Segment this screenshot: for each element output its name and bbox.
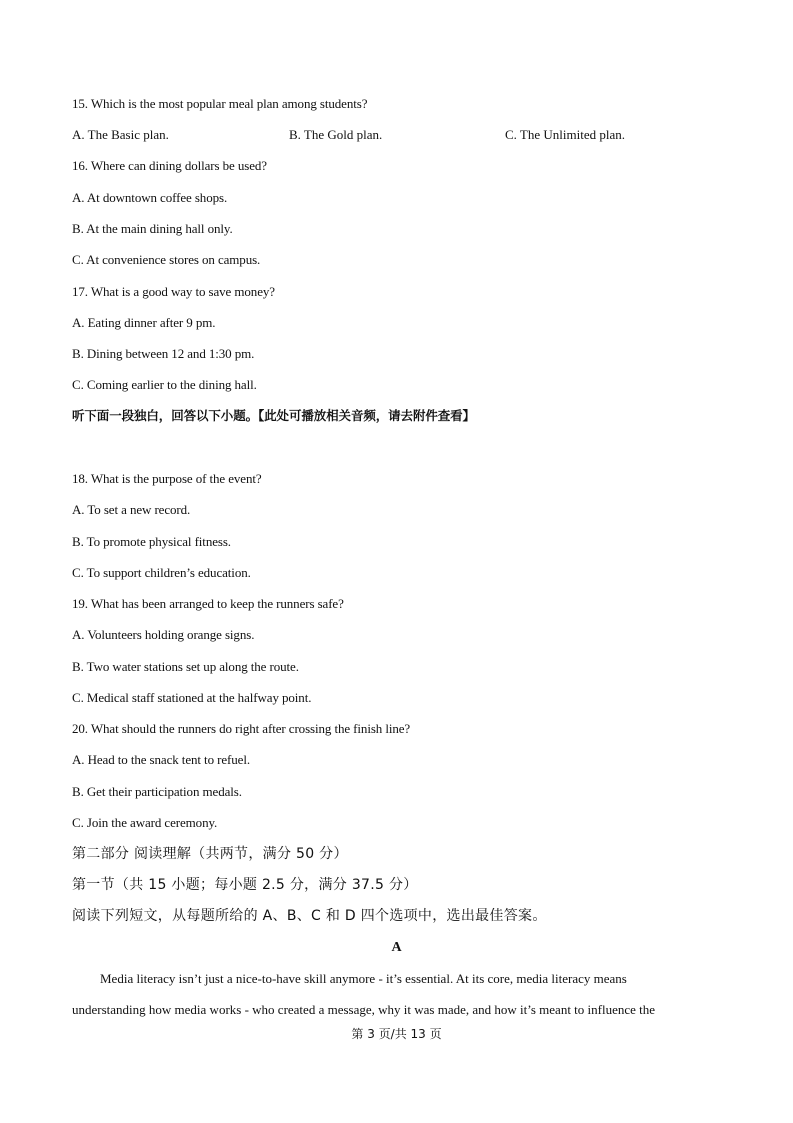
section1-heading: 第一节（共 15 小题；每小题 2.5 分，满分 37.5 分） <box>72 877 418 893</box>
q16-option-b: B. At the main dining hall only. <box>72 221 233 236</box>
q19-option-b: B. Two water stations set up along the route. <box>72 659 299 674</box>
q17-option-b: B. Dining between 12 and 1:30 pm. <box>72 346 255 361</box>
q16-option-c: C. At convenience stores on campus. <box>72 252 261 267</box>
q20-option-a: A. Head to the snack tent to refuel. <box>72 752 250 767</box>
question-15: 15. Which is the most popular meal plan among students? <box>72 96 368 111</box>
q20-option-c: C. Join the award ceremony. <box>72 815 218 830</box>
question-19: 19. What has been arranged to keep the runners safe? <box>72 596 344 611</box>
monologue-instruction: 听下面一段独白，回答以下小题。【此处可播放相关音频，请去附件查看】 <box>72 408 475 423</box>
page-footer: 第 3 页/共 13 页 <box>351 1027 442 1041</box>
q15-option-b: B. The Gold plan. <box>289 127 383 142</box>
question-16: 16. Where can dining dollars be used? <box>72 158 267 173</box>
passage-line-2: understanding how media works - who created a message, why it was made, and how it’s meant to influence the <box>72 1002 656 1017</box>
q19-option-a: A. Volunteers holding orange signs. <box>72 627 255 642</box>
q18-option-a: A. To set a new record. <box>72 502 191 517</box>
question-20: 20. What should the runners do right after crossing the finish line? <box>72 721 411 736</box>
part2-heading: 第二部分 阅读理解（共两节，满分 50 分） <box>72 846 348 862</box>
question-18: 18. What is the purpose of the event? <box>72 471 262 486</box>
reading-instruction: 阅读下列短文，从每题所给的 A、B、C 和 D 四个选项中，选出最佳答案。 <box>72 908 547 924</box>
passage-label: A <box>391 940 402 955</box>
passage-line-1: Media literacy isn’t just a nice-to-have skill anymore - it’s essential. At its core, media literacy means <box>100 971 627 986</box>
q15-option-a: A. The Basic plan. <box>72 127 169 142</box>
q17-option-a: A. Eating dinner after 9 pm. <box>72 315 216 330</box>
q19-option-c: C. Medical staff stationed at the halfway point. <box>72 690 312 705</box>
q17-option-c: C. Coming earlier to the dining hall. <box>72 377 257 392</box>
q16-option-a: A. At downtown coffee shops. <box>72 190 228 205</box>
q18-option-b: B. To promote physical fitness. <box>72 534 231 549</box>
q20-option-b: B. Get their participation medals. <box>72 784 242 799</box>
question-17: 17. What is a good way to save money? <box>72 284 275 299</box>
q18-option-c: C. To support children’s education. <box>72 565 251 580</box>
q15-option-c: C. The Unlimited plan. <box>505 127 625 142</box>
